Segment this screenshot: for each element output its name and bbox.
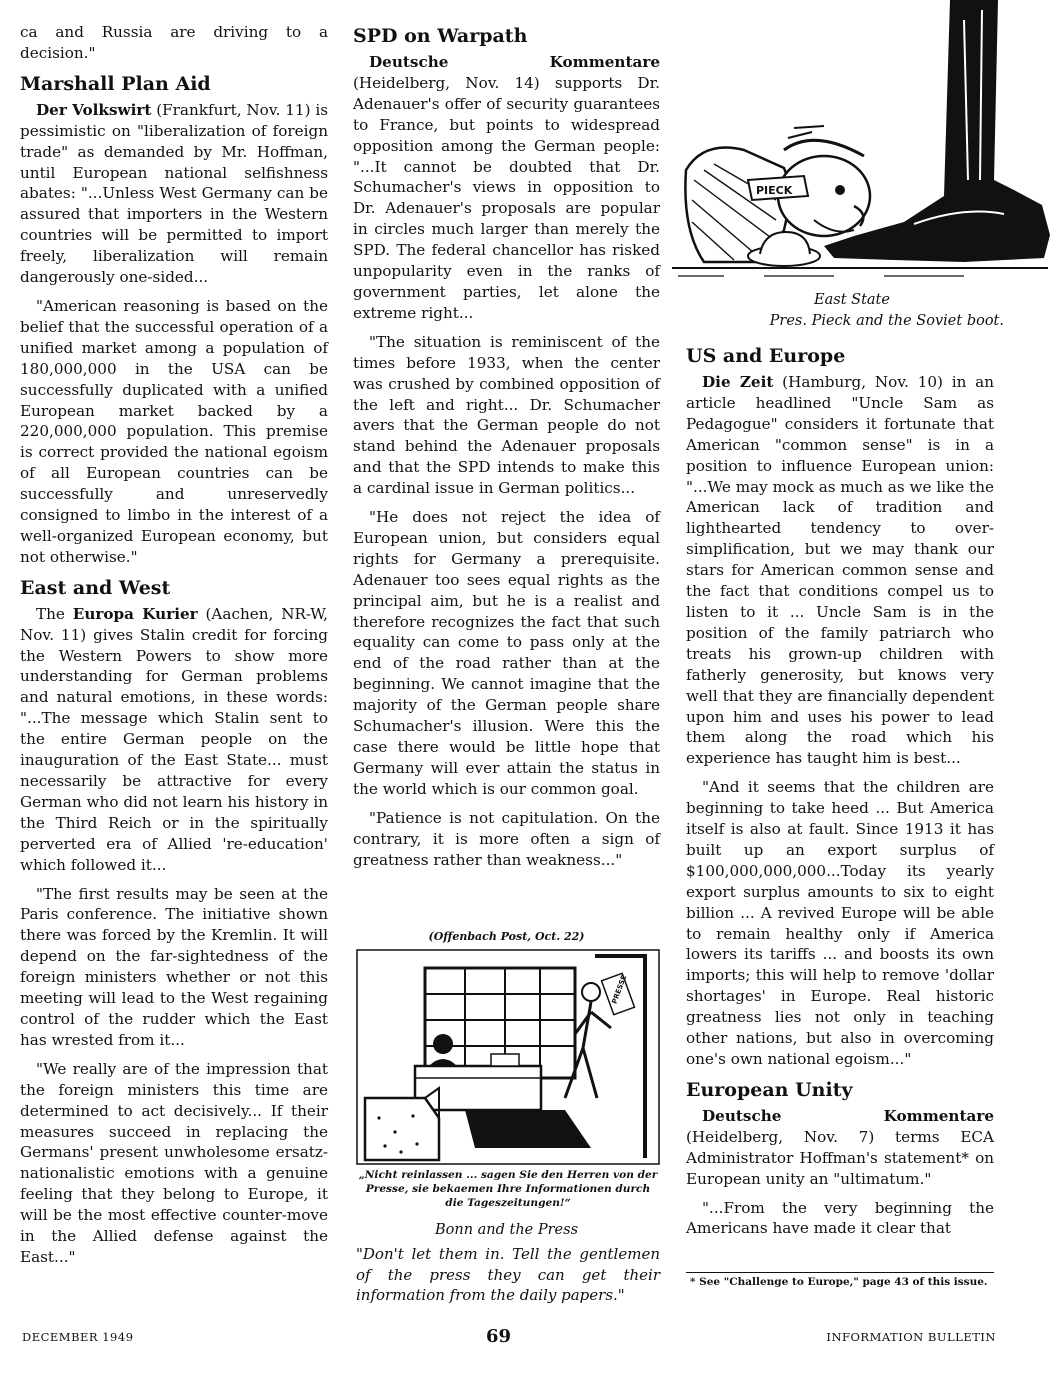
column-middle [353,22,660,878]
cartoon-pieck-soviet-boot [664,0,1052,285]
paragraph-text: (Hamburg, Nov. 10) in an article headlined "Uncle Sam as Pedagogue" considers it fortunate that American "common sense" is in a position to influence European union: "...We may mock as much as we like the American lack of tradition and lighthearted tendency to over-simplification, but we may thank our stars for American common sense and the fact that conditions compel us to listen to it ... Uncle Sam is in the position of the family patriarch who treats his grown-up children with fatherly generosity, but knows very well that they are financially dependent upon him and uses his power to lead them along the road which his experience has taught him is best... [686,373,994,768]
cartoon-title: Bonn and the Press [434,1222,579,1238]
east-paragraph-3: "We really are of the impression that the foreign ministers this time are determined to act decisively... If their measures succeed in replacing the Germans' present unwholesome ersatz-nationalistic emotions with a genuine feeling that they belong to Europe, it will be the most effective counter-move in the Allied defense against the East..." [20,1059,328,1266]
east-paragraph-2: "The first results may be seen at the Paris conference. The initiative shown there was forced by the Kremlin. It will depend on the far-sightedness of the foreign ministers whether or not this meeting will lead to the West regaining control of the rudder which the East has wrested from it... [20,884,328,1049]
spd-paragraph-2: "The situation is reminiscent of the times before 1933, when the center was crushed by combined opposition of the left and right... Dr. Schumacher avers that the German people do not stand behind the Adenauer proposals and that the SPD intends to make this a cardinal issue in German politics... [353,332,660,498]
paragraph-text: (Aachen, NR-W, Nov. 11) gives Stalin credit for forcing the Western Powers to show more understanding for German problems and natural emotions, in these words: "...The message which Stalin sent to the entire German people on the inauguration of the East State... must necessarily be attractive for every German who did not learn his history in the Third Reich or in the spiritually perverted era of Allied 're-education' which followed it... [20,604,328,874]
paragraph-text: The [36,604,73,623]
hat-label: PIECK [756,184,793,197]
publication-name: Europa Kurier [72,604,198,623]
column-right [686,340,994,1247]
press-sign: PRESSE [610,974,629,1005]
spd-paragraph-4: "Patience is not capitulation. On the contrary, it is more often a sign of greatness rather than weakness..." [353,808,660,869]
cartoon-translation: "Don't let them in. Tell the gentlemen of the press they can get their information from the daily papers." [356,1245,660,1304]
heading-european-unity: European Unity [686,1078,853,1101]
publication-name: Die Zeit [702,373,774,391]
heading-us-and-europe: US and Europe [686,345,846,367]
publication-name: Deutsche Kommentare [702,1106,994,1125]
publication-name: Der Volkswirt [36,100,152,119]
paragraph-text: (Heidelberg, Nov. 14) supports Dr. Adenauer's offer of security guarantees to France, but points to widespread opposition among the German people: "...It cannot be doubted that Dr. Schumacher's views in opposition to Dr. Adenauer's proposals are popular in circles much larger than merely the SPD. The federal chancellor has risked unpopularity even in the ranks of government parties, let alone the extreme right... [353,73,660,322]
paragraph-text: (Frankfurt, Nov. 11) is pessimistic on "liberalization of foreign trade" as demanded by Mr. Hoffman, until European national selfishness abates: "...Unless West Germany can be assured that importers in the Western countries will be permitted to import freely, liberalization will remain dangerously one-sided... [20,100,328,287]
cartoon-top-caption [700,290,1004,332]
footer-publication: INFORMATION BULLETIN [826,1330,996,1344]
cartoon-source: (Offenbach Post, Oct. 22) [428,930,585,943]
east-paragraph-1 [20,604,328,876]
heading-marshall-plan-aid: Marshall Plan Aid [20,72,211,95]
heading-spd-on-warpath: SPD on Warpath [353,25,528,47]
caption-text: Pres. Pieck and the Soviet boot. [769,313,1004,329]
publication-name: Deutsche Kommentare [369,53,660,71]
spd-paragraph-1 [353,52,660,324]
footnote-divider [686,1272,994,1273]
unity-paragraph-2: "...From the very beginning the Americans have made it clear that [686,1198,994,1238]
caption-title: East State [814,292,890,308]
column-left [20,22,328,1276]
unity-paragraph-1 [686,1106,994,1190]
marshall-paragraph-2: "American reasoning is based on the belief that the successful operation of a unified market among a population of 180,000,000 in the USA can be successfully duplicated with a unified European market backed by a 220,000,000 population. This premise is correct provided the national egoism of all European countries can be successfully and unreservedly consigned to limbo in the interest of a well-organized European economy, but not otherwise." [20,296,328,566]
us-paragraph-2: "And it seems that the children are beginning to take heed ... But America itself is also at fault. Since 1913 it has built up an export surplus of $100,000,000,000...Today its yearly export surplus amounts to six to eight billion ... A revived Europe will be able to remain healthy only if America lowers its tariffs ... and boosts its own imports; this will help to remove 'dollar shortages' in Europe. Real historic greatness lies not only in teaching other nations, but also in overcoming one's own national egoism..." [686,778,994,1068]
heading-east-and-west: East and West [20,576,171,599]
continued-text: ca and Russia are driving to a decision." [20,23,328,62]
us-paragraph-1 [686,372,994,769]
cartoon-german-caption: „Nicht reinlassen ... sagen Sie den Herren von der Presse, sie bekaemen Ihre Informationen durch die Tageszeitungen!“ [358,1169,658,1209]
footer-date: DECEMBER 1949 [22,1330,134,1344]
marshall-paragraph-1 [20,100,328,288]
paragraph-text: (Heidelberg, Nov. 7) terms ECA Administrator Hoffman's statement* on European unity an "ultimatum." [686,1127,994,1188]
footnote: * See "Challenge to Europe," page 43 of this issue. [690,1276,988,1288]
page-number: 69 [486,1326,512,1347]
cartoon-bonn-and-the-press [355,948,661,1166]
spd-paragraph-3: "He does not reject the idea of European union, but considers equal rights for Germany a prerequisite. Adenauer too sees equal rights as the principal aim, but he is a realist and therefore recognizes the fact that such equality can come to pass only at the end of the road rather than at the beginning. We cannot imagine that the majority of the German people share Schumacher's illusion. Were this the case there would be little hope that Germany will ever attain the status in the world which is our common goal. [353,508,660,798]
